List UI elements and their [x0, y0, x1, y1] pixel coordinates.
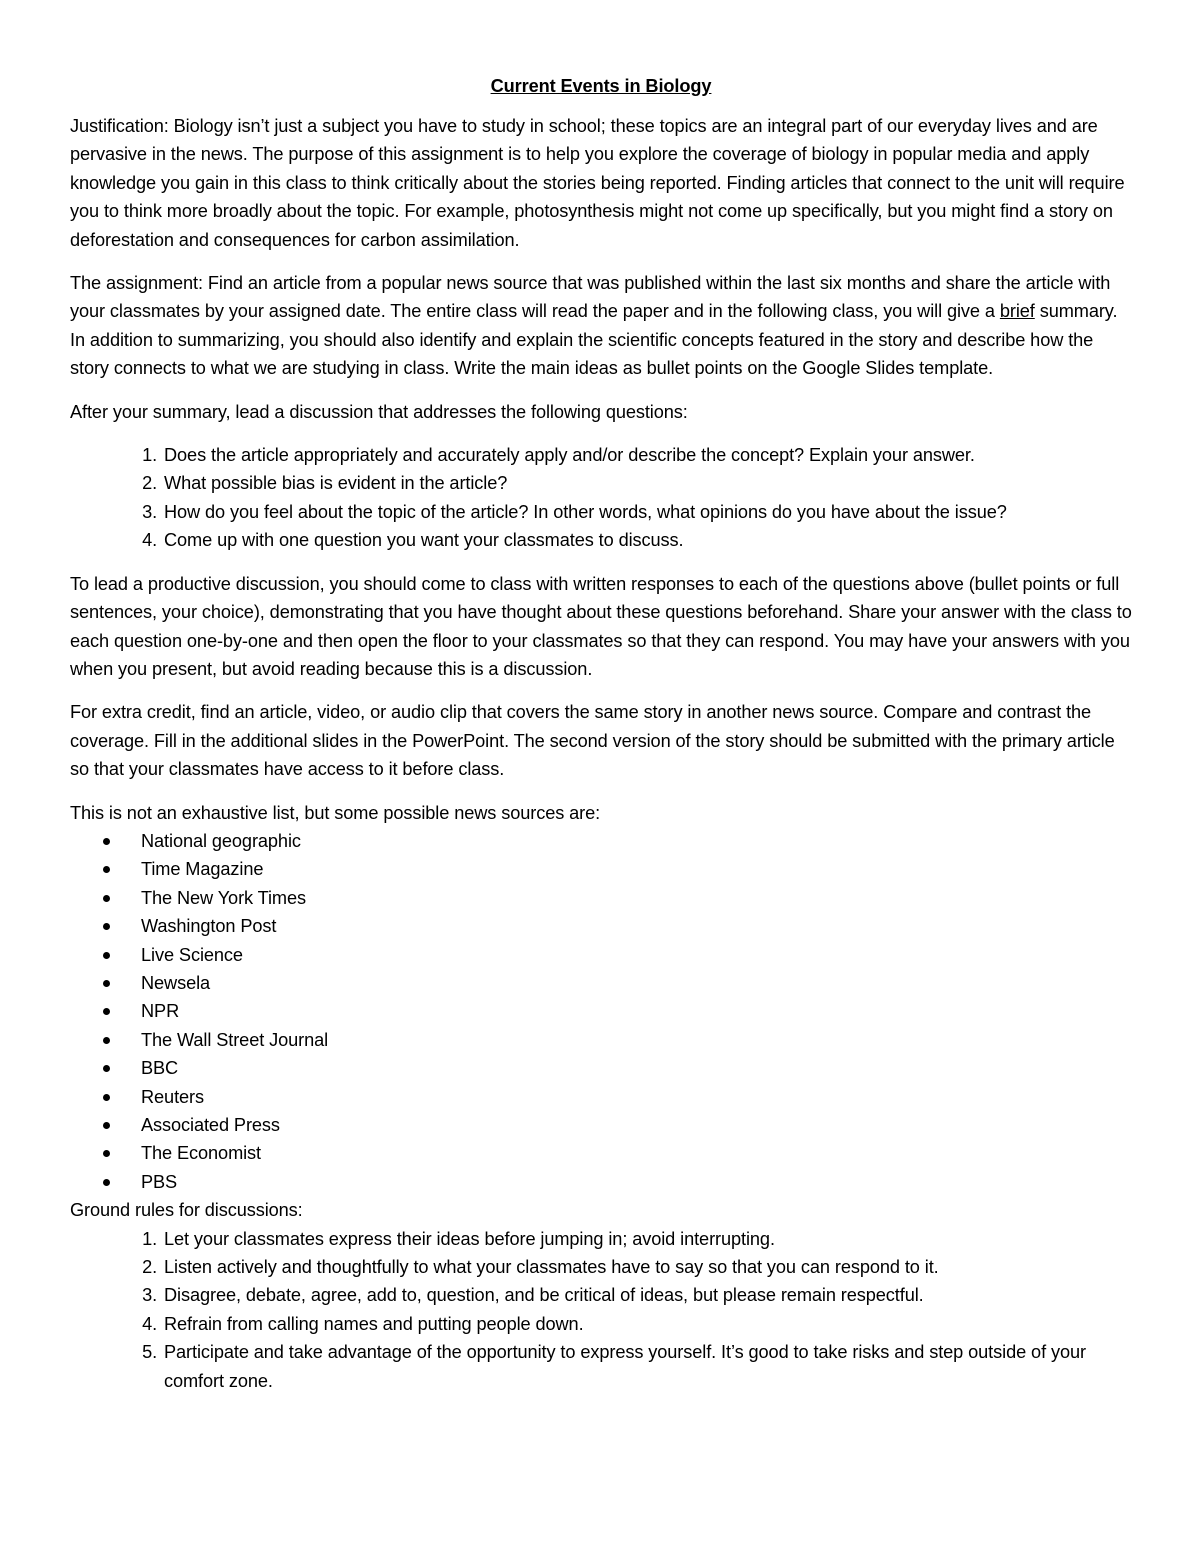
rule-item: 4. Refrain from calling names and putting people down. — [162, 1310, 1132, 1338]
sources-intro: This is not an exhaustive list, but some possible news sources are: — [70, 802, 601, 823]
bullet-icon — [103, 838, 110, 845]
source-label: National geographic — [141, 830, 301, 851]
source-label: PBS — [141, 1171, 178, 1192]
source-label: Time Magazine — [141, 859, 264, 880]
source-item — [70, 855, 1132, 883]
document-title: Current Events in Biology — [490, 76, 712, 96]
bullet-icon — [103, 1179, 110, 1186]
ground-rules-list — [70, 1225, 1132, 1395]
bullet-icon — [103, 1037, 110, 1044]
bullet-icon — [103, 952, 110, 959]
source-label: BBC — [141, 1058, 179, 1079]
source-label: NPR — [141, 1001, 180, 1022]
source-item — [70, 1026, 1132, 1054]
source-item — [70, 1054, 1132, 1082]
source-label: The New York Times — [141, 887, 306, 908]
rule-item: 3. Disagree, debate, agree, add to, question, and be critical of ideas, but please remain respectful. — [162, 1281, 1132, 1309]
bullet-icon — [103, 923, 110, 930]
question-item: 4. Come up with one question you want your classmates to discuss. — [162, 526, 1132, 554]
rule-item: 1. Let your classmates express their ideas before jumping in; avoid interrupting. — [162, 1225, 1132, 1253]
bullet-icon — [103, 1150, 110, 1157]
source-item — [70, 969, 1132, 997]
source-item — [70, 1083, 1132, 1111]
source-label: Associated Press — [141, 1115, 280, 1135]
source-label: The Economist — [141, 1143, 262, 1164]
lead-discussion-paragraph: To lead a productive discussion, you should come to class with written responses to each of the questions above (bullet points or full sentences, your choice), demonstrating that you have thought about these questions beforehand. Share your answer with the class to each question one-by-one and then open the floor to your classmates so that they can respond. You may have your answers with you when you present, but avoid reading because this is a discussion. — [70, 573, 1132, 679]
discussion-intro: After your summary, lead a discussion that addresses the following questions: — [70, 401, 688, 422]
source-item — [70, 1111, 1132, 1139]
question-item: 2. What possible bias is evident in the article? — [162, 469, 1132, 497]
source-label: Washington Post — [141, 916, 277, 937]
source-label: Reuters — [141, 1086, 204, 1107]
bullet-icon — [103, 980, 110, 987]
assignment-text-after: summary. In addition to summarizing, you should also identify and explain the scientific concepts featured in the story and describe how the story connects to what we are studying in class. Write the main ideas as bullet points on the Google Slides template. — [70, 301, 1118, 379]
bullet-icon — [103, 895, 110, 902]
source-item — [70, 997, 1132, 1025]
source-item — [70, 884, 1132, 912]
rule-item: 2. Listen actively and thoughtfully to what your classmates have to say so that you can respond to it. — [162, 1253, 1132, 1281]
source-item — [70, 1139, 1132, 1167]
source-label: Live Science — [141, 944, 243, 965]
discussion-questions-list — [70, 441, 1132, 555]
question-item: 3. How do you feel about the topic of the article? In other words, what opinions do you have about the issue? — [162, 498, 1132, 526]
document-page — [70, 72, 1132, 1395]
bullet-icon — [103, 1094, 110, 1101]
bullet-icon — [103, 866, 110, 873]
ground-rules-intro: Ground rules for discussions: — [70, 1200, 303, 1221]
assignment-paragraph — [70, 269, 1132, 383]
question-item: 1. Does the article appropriately and accurately apply and/or describe the concept? Explain your answer. — [162, 441, 1132, 469]
news-sources-list — [70, 827, 1132, 1196]
assignment-emphasis-brief: brief — [999, 301, 1035, 322]
source-item — [70, 912, 1132, 940]
justification-paragraph: Justification: Biology isn’t just a subject you have to study in school; these topics are an integral part of our everyday lives and are pervasive in the news. The purpose of this assignment is to help you explore the coverage of biology in popular media and apply knowledge you gain in this class to think critically about the stories being reported. Finding articles that connect to the unit will require you to think more broadly about the topic. For example, photosynthesis might not come up specifically, but you might find a story on deforestation and consequences for carbon assimilation. — [70, 116, 1125, 250]
rule-item: 5. Participate and take advantage of the opportunity to express yourself. It’s good to take risks and step outside of your comfort zone. — [162, 1338, 1132, 1395]
source-label: Newsela — [141, 972, 211, 993]
source-item — [70, 941, 1132, 969]
bullet-icon — [103, 1065, 110, 1072]
bullet-icon — [103, 1122, 110, 1129]
assignment-text-before: The assignment: Find an article from a popular news source that was published within the last six months and share the article with your classmates by your assigned date. The entire class will read the paper and in the following class, you will give a — [70, 273, 1111, 322]
source-item — [70, 827, 1132, 855]
extra-credit-paragraph: For extra credit, find an article, video, or audio clip that covers the same story in another news source. Compare and contrast the coverage. Fill in the additional slides in the PowerPoint. The second version of the story should be submitted with the primary article so that your classmates have access to it before class. — [70, 702, 1115, 780]
source-label: The Wall Street Journal — [141, 1029, 329, 1050]
source-item — [70, 1168, 1132, 1196]
bullet-icon — [103, 1008, 110, 1015]
